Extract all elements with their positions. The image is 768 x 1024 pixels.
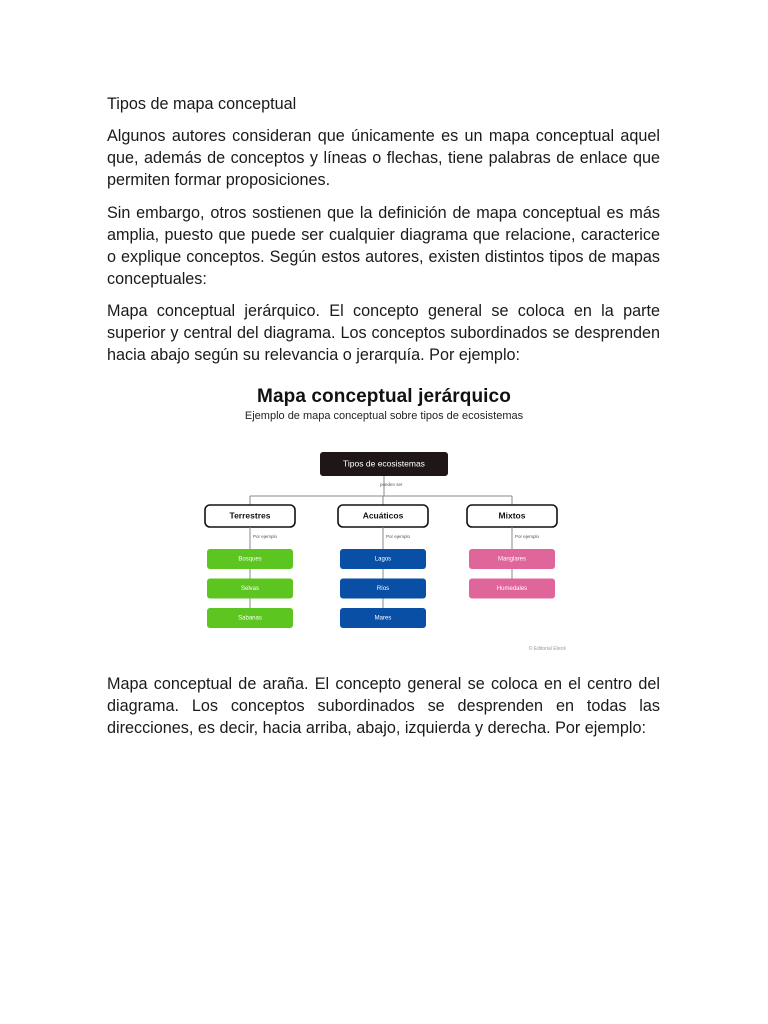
leaf-label-lagos: Lagos [374, 556, 392, 563]
leaf-label-bosques: Bosques [238, 556, 262, 563]
leaf-label-manglares: Manglares [497, 556, 527, 563]
leaf-label-sabanas: Sabanas [238, 615, 262, 622]
concept-map-figure [200, 382, 568, 658]
figure-credit: © Editorial Etecé [528, 646, 566, 652]
paragraph-3: Mapa conceptual jerárquico. El concepto general se coloca en la parte superior y central del diagrama. Los conceptos subordinados se desprenden hacia abajo según su relevancia o jerarquía. Por ejemplo: [107, 302, 660, 364]
branch-label-acuaticos: Acuáticos [362, 510, 404, 521]
branch-label-terrestres: Terrestres [229, 510, 271, 521]
link-label-mixtos: Por ejemplo [515, 534, 540, 539]
link-label-acuaticos: Por ejemplo [386, 534, 411, 539]
link-label-terrestres: Por ejemplo [253, 534, 278, 539]
leaf-label-selvas: Selvas [240, 586, 260, 593]
paragraph-1: Algunos autores consideran que únicamente es un mapa conceptual aquel que, además de conceptos y líneas o flechas, tiene palabras de enlace que permiten formar proposiciones. [107, 127, 660, 189]
leaf-label-rios: Ríos [376, 586, 390, 593]
section-heading: Tipos de mapa conceptual [107, 95, 297, 113]
figure-title: Mapa conceptual jerárquico [257, 386, 511, 407]
paragraph-4: Mapa conceptual de araña. El concepto general se coloca en el centro del diagrama. Los conceptos subordinados se desprenden en todas las direcciones, es decir, hacia arriba, abajo, izquierda y derecha. Por ejemplo: [107, 675, 660, 737]
figure-subtitle: Ejemplo de mapa conceptual sobre tipos de ecosistemas [244, 410, 524, 422]
leaf-label-humedales: Humedales [496, 586, 528, 593]
root-node-label: Tipos de ecosistemas [343, 458, 425, 469]
concept-map-diagram [200, 382, 568, 658]
branch-label-mixtos: Mixtos [498, 510, 526, 521]
leaf-label-mares: Mares [374, 615, 392, 622]
root-link-label: pueden ser [380, 482, 403, 487]
paragraph-2: Sin embargo, otros sostienen que la definición de mapa conceptual es más amplia, puesto que puede ser cualquier diagrama que relacione, caracterice o explique conceptos. Según estos autores, existen distintos tipos de mapas conceptuales: [107, 204, 660, 288]
